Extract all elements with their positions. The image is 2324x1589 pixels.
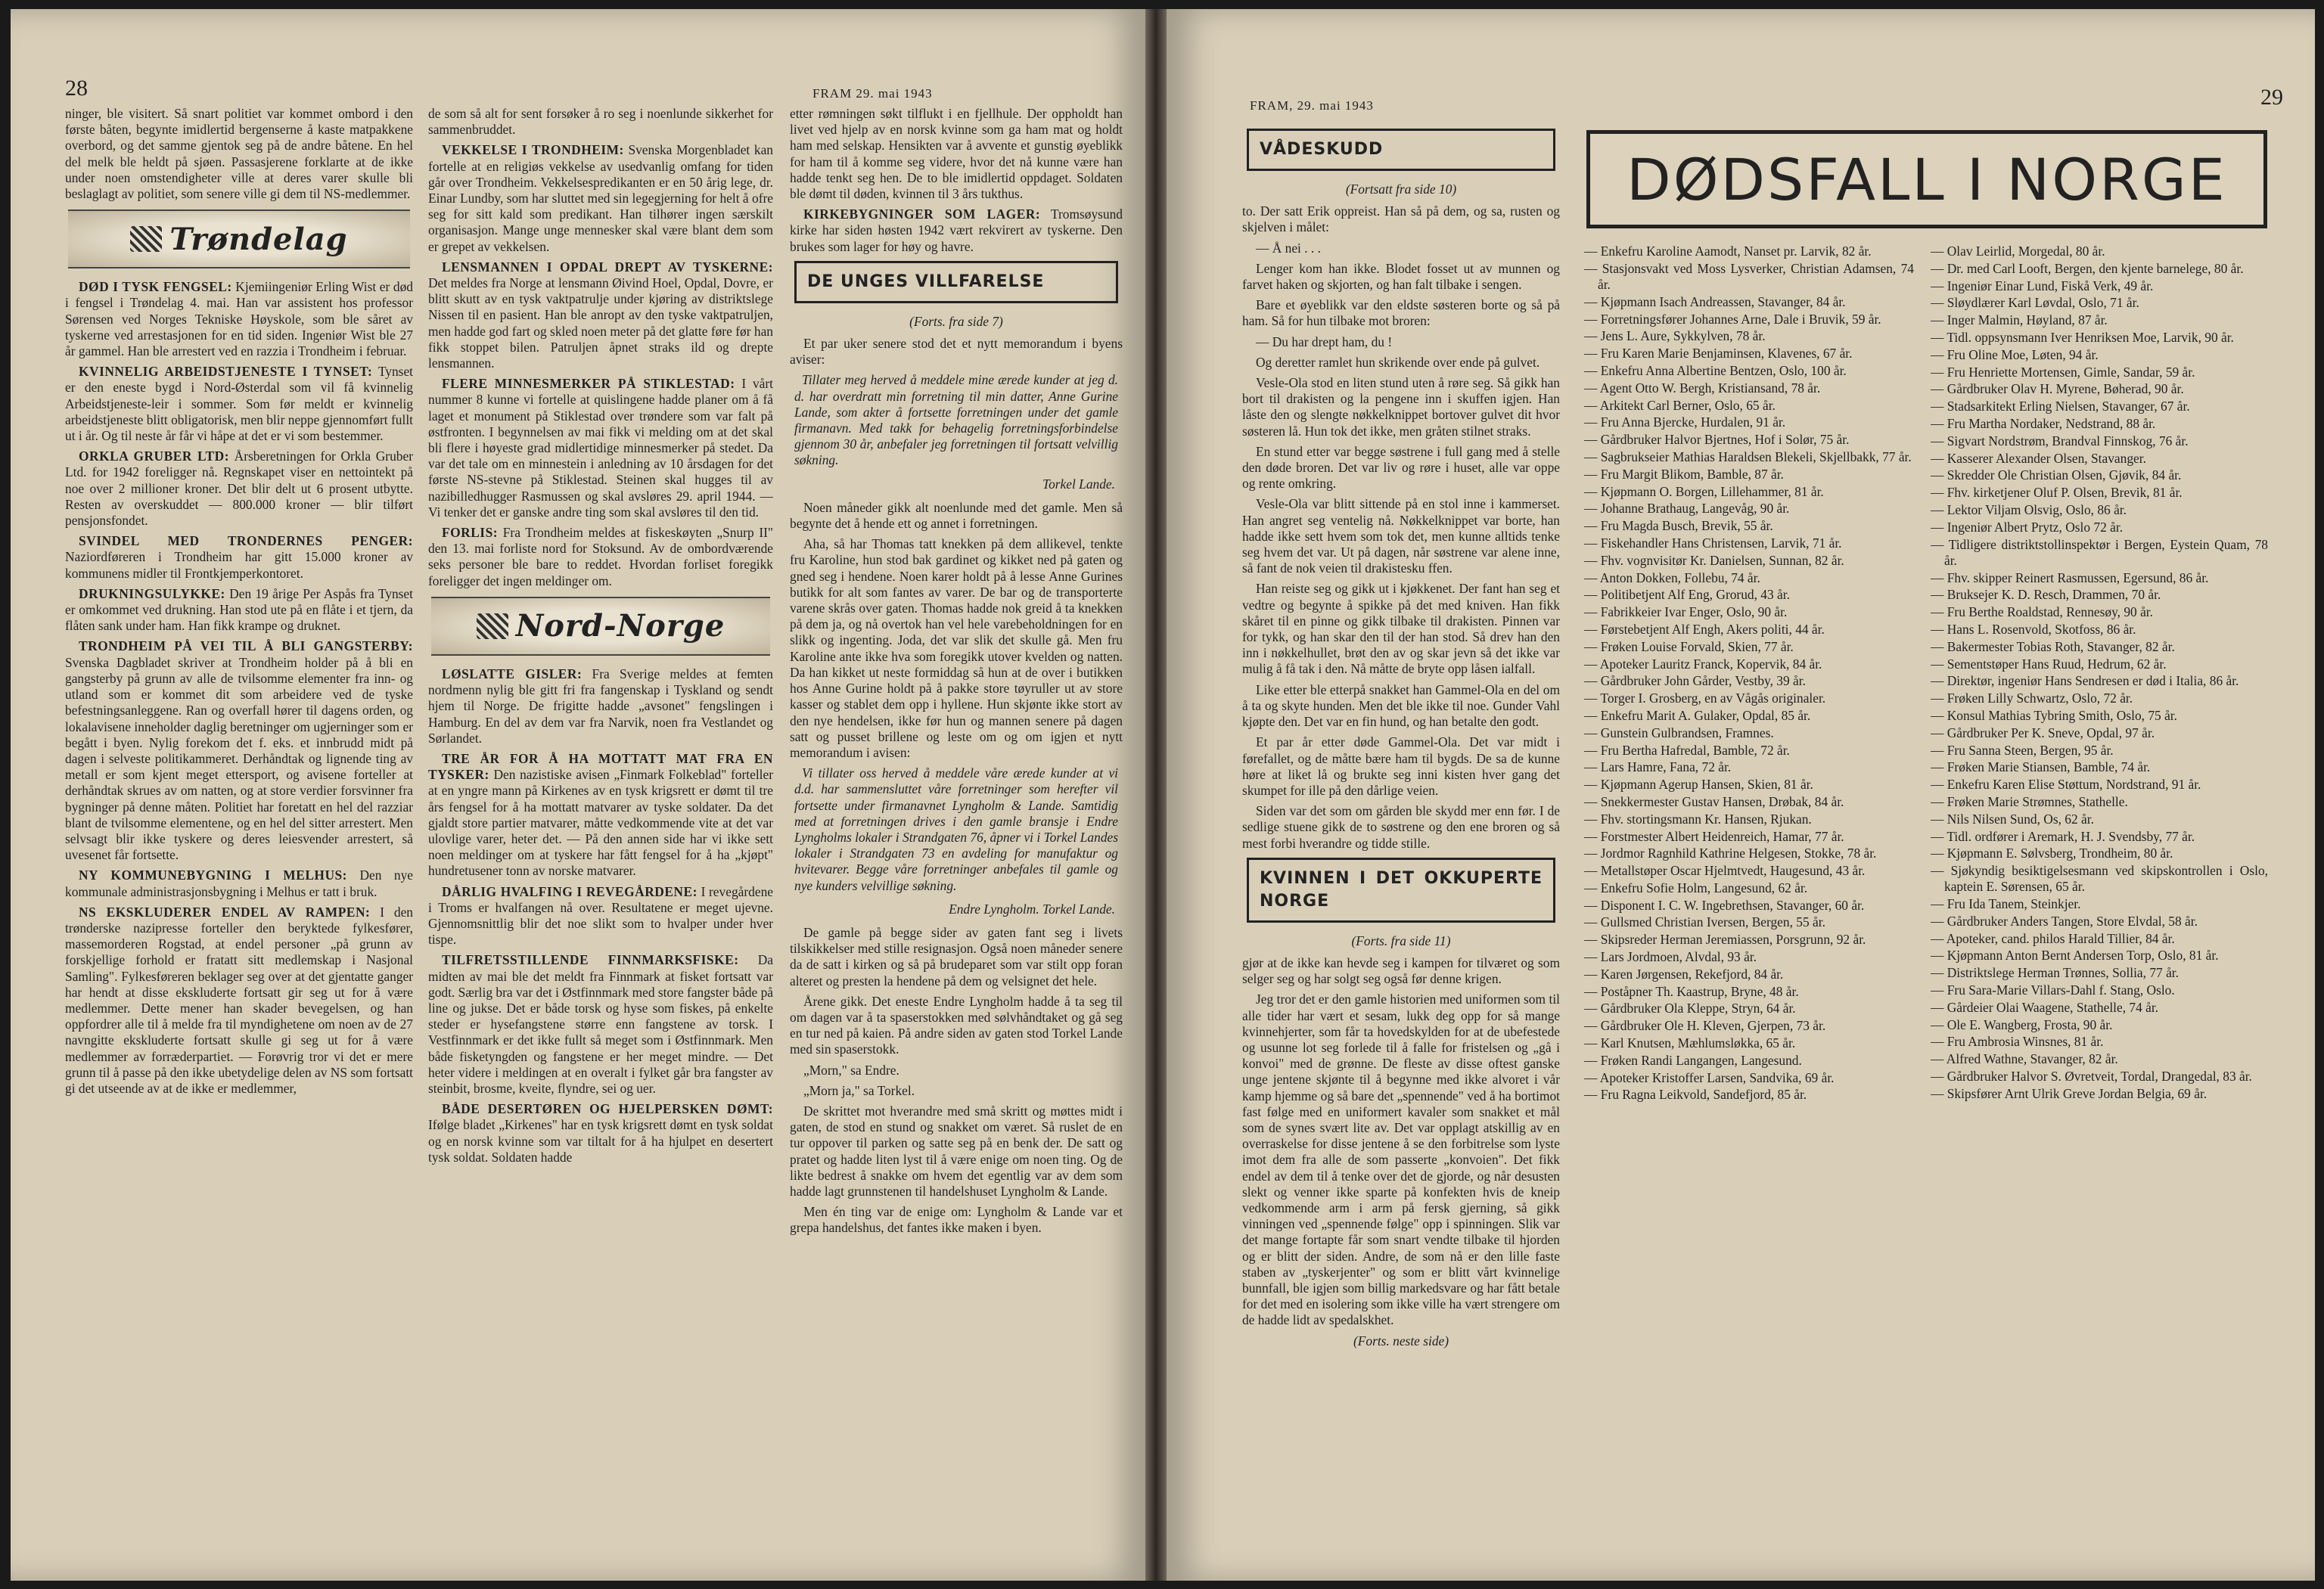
obituary-entry: — Bruksejer K. D. Resch, Drammen, 70 år.	[1931, 587, 2161, 603]
article-heading: LENSMANNEN I OPDAL DREPT AV TYSKERNE:	[442, 259, 773, 275]
obituary-entry: — Gunstein Gulbrandsen, Framnes.	[1584, 725, 1774, 740]
page-number-left: 28	[65, 76, 88, 101]
article-text: Den 19 årige Per Aspås fra Tynset er omkommet ved drukning. Han stod ute på en flåte i et tjern, da flåten sank under ham. Han fikk krampe og druknet.	[65, 585, 413, 634]
obituary-entry: — Fru Martha Nordaker, Nedstrand, 88 år.	[1931, 415, 2156, 431]
article-text: de som så alt for sent forsøker å ro seg i noenlunde sikkerhet for sammenbruddet.	[428, 106, 773, 138]
article-text: Tromsøysund kirke har siden høsten 1942 vært rekvirert av tyskerne. Den brukes som lager for høy og havre.	[790, 206, 1123, 254]
story-text: Like etter ble etterpå snakket han Gammel-Ola en del om å ta og skyte hunden. Men det ble ikke til noe. Gunder Vahl kjøpte den. Det var en fin hund, og han betalte den godt.	[1242, 681, 1560, 730]
obituary-entry: — Politibetjent Alf Eng, Grorud, 43 år.	[1584, 587, 1790, 603]
article-text: Det meldes fra Norge at lensmann Øivind Hoel, Opdal, Dovre, er blitt skutt av en tysk vaktpatrulje under kjøring av distriktslege Nissen til en pasient. Han ble anropt av den tyske vaktpatruljen, men hadde god fart og skled noen meter på det glatte føre før han fikk stoppet bilen. Patruljen åpnet straks ild og drepte lensmannen.	[428, 275, 773, 371]
article-text: Svenska Dagbladet skriver at Trondheim holder på å bli en gangsterby på grunn av alle de tvilsomme elementer fra inn- og utland som er kommet dit som arbeidere ved de tyske befestningsanleggene. Ran og overfall hører til dagens orden, og lokalavisene inneholder daglig beretninger om ugjerninger som er begått i byen. Nylig forekom det f. eks. et innbrudd midt på dagen i selveste politikammeret. Derhåndtak og lignende ting av metall er som kjent meget ettersport, og avisene forteller at derhåndtak skrues av om natten, og at store verdier forsvinner fra bygninger på denne måten. Politiet har foretatt en hel del razziar blant de tvilsomme elementene, og en hel del sitter arrestert. Men selvsagt blir ikke tyskere og deres leiesvender arrestert, så uvesenet får fortsette.	[65, 654, 413, 863]
obituary-entry: — Skipsreder Herman Jeremiassen, Porsgrunn, 92 år.	[1584, 932, 1866, 948]
left-column-3	[790, 106, 1123, 1566]
obituary-entry: — Dr. med Carl Looft, Bergen, den kjente barnelege, 80 år.	[1931, 260, 2244, 276]
article-text: Kjemiingeniør Erling Wist er død i fengsel i Trøndelag 4. mai. Han var assistent hos professor Sørensen ved Norges Tekniske Høyskole, som ble såret av tyskerne ved arrestasjonen for en tid siden. Ingeniør Wist ble 27 år gammel. Han ble arrestert ved en razzia i Trondheim i februar.	[65, 279, 413, 359]
left-column-1	[65, 106, 413, 1566]
obituary-entry: — Forstmester Albert Heidenreich, Hamar, 77 år.	[1584, 828, 1844, 844]
obituaries-title: DØDSFALL I NORGE	[1626, 145, 2227, 213]
story-text: Årene gikk. Det eneste Endre Lyngholm hadde å ta seg til om dagen var å ta spaserstokken med sølvhåndtaket og gå seg en tur ned på kaien. På andre siden av gaten stod Torkel Lande med sin spaserstokk.	[790, 993, 1123, 1057]
obituary-entry: — Lars Hamre, Fana, 72 år.	[1584, 759, 1732, 775]
obituary-list	[1584, 244, 1914, 1103]
obituary-entry: — Apoteker Kristoffer Larsen, Sandvika, 69 år.	[1584, 1069, 1835, 1085]
right-column-1	[1242, 123, 1560, 1575]
obituary-entry: — Sløydlærer Karl Løvdal, Oslo, 71 år.	[1931, 295, 2139, 311]
obituary-entry: — Torger I. Grosberg, en av Vågås originaler.	[1584, 691, 1826, 706]
continued-note: (Forts. fra side 11)	[1351, 933, 1451, 948]
story-text: Aha, så har Thomas tatt knekken på dem allikevel, tenkte fru Karoline, hun stod bak gardinet og kikket ned på gaten og gned seg i hendene. Noen karer holdt på å lesse Anne Gurines butikk for alt som fantes av varer. De bar og de transporterte varene skrås over gaten. Thomas hadde nok greid å ta knekken på dem ja, og nå overtok han vel hele varebeholdningen for en slikk og ingenting. Joda, det var slik det skulle gå. Men fru Karoline ante ikke hva som foregikk utover kvelden og natten. Da han kikket ut neste formiddag så hun at de over i butikken hos Anne Gurine holdt på å pakke store tøyruller ut av store kasser og stablet dem opp i hyllene. Hun skjønte ikke stort av den nye hendelsen, ikke før hun og mannen senere på dagen satt og pusset brillene og leste om og om igjen et nytt memorandum i avisen:	[790, 536, 1123, 760]
obituary-entry: — Tidligere distriktstollinspektør i Bergen, Eystein Quam, 78 år.	[1931, 536, 2268, 568]
obituary-entry: — Tidl. ordfører i Aremark, H. J. Svendsby, 77 år.	[1931, 828, 2195, 844]
article-heading: FORLIS:	[442, 525, 499, 541]
article-text: Naziordføreren i Trondheim har gitt 15.000 kroner av kommunens midler til Frontkjemperkontoret.	[65, 549, 413, 581]
obituary-entry: — Anton Dokken, Follebu, 74 år.	[1584, 569, 1760, 585]
article-heading: NY KOMMUNEBYGNING I MELHUS:	[79, 867, 347, 883]
obituary-entry: — Gårdbruker Halvor S. Øvretveit, Tordal, Drangedal, 83 år.	[1931, 1069, 2252, 1085]
banner-decoration-icon	[477, 613, 508, 639]
story-title-box: KVINNEN I DET OKKUPERTE NORGE	[1247, 858, 1555, 923]
story-text: — Du har drept ham, du !	[1256, 334, 1393, 349]
obituaries-title-box	[1586, 130, 2267, 228]
article-heading: TRONDHEIM PÅ VEI TIL Å BLI GANGSTERBY:	[79, 638, 413, 654]
obituary-entry: — Hans L. Rosenvold, Skotfoss, 86 år.	[1931, 621, 2136, 637]
running-head-left: FRAM 29. mai 1943	[812, 86, 933, 101]
obituary-entry: — Jordmor Ragnhild Kathrine Helgesen, Stokke, 78 år.	[1584, 846, 1877, 861]
banner-decoration-icon	[130, 226, 162, 252]
obituary-entry: — Frøken Lilly Schwartz, Oslo, 72 år.	[1931, 691, 2133, 706]
obituary-entry: — Apoteker, cand. philos Harald Tillier, 84 år.	[1931, 930, 2175, 946]
obituary-entry: — Fru Margit Blikom, Bamble, 87 år.	[1584, 466, 1784, 482]
story-text: Men én ting var de enige om: Lyngholm & Lande var et grepa handelshus, det fantes ikke maken i byen.	[790, 1204, 1123, 1236]
obituary-entry: — Direktør, ingeniør Hans Sendresen er død i Italia, 86 år.	[1931, 673, 2239, 689]
obituary-entry: — Fru Magda Busch, Brevik, 55 år.	[1584, 518, 1773, 534]
article-text: Årsberetningen for Orkla Gruber Ltd. for 1942 foreligger nå. Regnskapet viser en nettointekt på noe over 2 millioner kroner. Det blir delt ut 6 prosent utbytte. Resten av overskuddet — 800.000 kroner — blir tilført pensjonsfondet.	[65, 448, 413, 529]
article-text: etter rømningen søkt tilflukt i en fjellhule. Der oppholdt han livet ved hjelp av en norsk kvinne som ga ham mat og holdt ham med selskap. Hensikten var å avvente et gunstig øyeblikk for ham til å komme seg videre, hvor det nå kunne være han hadde tenkt seg hen. De to ble imidlertid oppdaget. Soldaten ble dømt til døden, kvinnen til 3 års tukthus.	[790, 106, 1123, 202]
story-text: Bare et øyeblikk var den eldste søsteren borte og så på ham. Så for hun tilbake mot broren:	[1242, 297, 1560, 329]
article-heading: ORKLA GRUBER LTD:	[79, 448, 229, 464]
obituary-entry: — Fhv. vognvisitør Kr. Danielsen, Sunnan, 82 år.	[1584, 552, 1844, 568]
obituary-entry: — Ole E. Wangberg, Frosta, 90 år.	[1931, 1016, 2113, 1032]
left-page	[11, 9, 1145, 1581]
obituary-entry: — Frøken Louise Forvald, Skien, 77 år.	[1584, 638, 1794, 654]
obituary-entry: — Distriktslege Herman Trønnes, Sollia, 77 år.	[1931, 965, 2179, 981]
obituary-entry: — Gårdbruker Halvor Bjertnes, Hof i Solør, 75 år.	[1584, 432, 1850, 448]
story-text: „Morn ja," sa Torkel.	[803, 1082, 915, 1098]
story-text: Jeg tror det er den gamle historien med uniformen som til alle tider har vært et sesam, lukk deg opp for så mange kvinnehjerter, som får ta hovedskylden for at de ubefestede og usunne lot seg forlede til å falle for fristelsen og „gå i konvoi" med de grønne. De fleste av disse oftest ganske unge jentene skjønte til å begynne med ikke alvoret i vår kamp hjemme og så bare det „spennende" ved å ha bortimot fast følge med en uniformert kavaler som snakket et mål som de synes svært lite av. Det var opplagt atskillig av en overraskelse for disse jentene å se den forbitrelse som lyste imot dem fra alle de som passerte „konvoien". Det fikk endel av dem til å tenke over det de gjorde, og når desusten slekt og venner ikke sparte på konfekten hvis de kneip vedkommende arm i arm på fersk gjerning, så gikk vinningen ved „spennende følge" opp i spinningen. Slik var det mange fortapte får som snart vendte tilbake til hjorden og er blitt der siden. Andre, de som nå er den lille faste staben av „tyskerjenter" og som er blitt vårt kvinnelige bunnfall, ble igjen som billig markedsvare og har fått betale for det med en isolering som ikke ville ha vært strengere om de hadde lidt av spedalskhet.	[1242, 992, 1560, 1328]
article-heading: TILFRETSSTILLENDE FINNMARKSFISKE:	[442, 952, 739, 968]
page-number-right: 29	[2260, 85, 2283, 110]
story-text: — Å nei . . .	[1256, 240, 1321, 256]
article-text: I revegårdene i Troms er hvalfangen nå over. Resultatene er meget ujevne. Gjennomsnittlig blir det noe slikt som to hvalper under hver tispe.	[428, 883, 773, 948]
obituary-entry: — Fhv. kirketjener Oluf P. Olsen, Brevik, 81 år.	[1931, 485, 2183, 501]
obituary-entry: — Sjøkyndig besiktigelsesmann ved skipskontrollen i Oslo, kaptein E. Sørensen, 65 år.	[1931, 863, 2268, 895]
obituary-entry: — Forretningsfører Johannes Arne, Dale i Bruvik, 59 år.	[1584, 311, 1881, 327]
story-text: to. Der satt Erik oppreist. Han så på dem, og sa, rusten og skjelven i målet:	[1242, 203, 1560, 235]
obituary-entry: — Apoteker Lauritz Franck, Kopervik, 84 år.	[1584, 656, 1822, 672]
obituary-entry: — Johanne Brathaug, Langevåg, 90 år.	[1584, 501, 1790, 517]
story-text: Et par år etter døde Gammel-Ola. Det var midt i førefallet, og de måtte bære ham til bygds. De sa de kunne høre at liket lå og brukte seg inni kisten hver gang det skumpet for ille på den dårlige veien.	[1242, 734, 1560, 798]
obituary-entry: — Konsul Mathias Tybring Smith, Oslo, 75 år.	[1931, 707, 2177, 723]
obituary-entry: — Fhv. skipper Reinert Rasmussen, Egersund, 86 år.	[1931, 569, 2209, 585]
obituary-entry: — Gårdbruker Ola Kleppe, Stryn, 64 år.	[1584, 1001, 1796, 1016]
obituary-entry: — Kjøpmann Agerup Hansen, Skien, 81 år.	[1584, 777, 1813, 793]
article-text: I vårt nummer 8 kunne vi fortelle at quislingene hadde planer om å få laget et monument på Stiklestad over trøndere som var falt på østfronten. I begynnelsen av mai fikk vi melding om at det skal bli flere i høyeste grad midlertidige minnesmerker på stedet. Da var det tale om en minnestein i anledning av 10 årsdagen for det første NS-stevne på Stiklestad. Steinen skal hugges til av nazibilledhugger Rasmussen og skal avsløres 29. april 1944. — Vi tenker det er ganske andre ting som skal avsløres til den tid.	[428, 376, 773, 520]
memorandum-quote: Vi tillater oss herved å meddele våre ærede kunder at vi d.d. har sammensluttet våre forretninger som herefter vil fortsette under firmanavnet Lyngholm & Lande. Samtidig med at forretningen drives i den gamle bransje i Endre Lyngholms lokaler i Strandgaten 76, åpner vi i Torkel Landes lokaler i Strandgaten 73 en avdeling for manufaktur og hvitevarer. Begge våre forretninger anbefales til gamle og nye kunders velvillige søkning.	[794, 765, 1118, 893]
obituary-entry: — Fru Ida Tanem, Steinkjer.	[1931, 896, 2081, 912]
obituary-list	[1931, 244, 2268, 1102]
obituary-entry: — Gårdbruker John Gårder, Vestby, 39 år.	[1584, 673, 1806, 689]
obituary-entry: — Kjøpmann O. Borgen, Lillehammer, 81 år.	[1584, 483, 1824, 499]
story-text: Vesle-Ola var blitt sittende på en stol inne i kammerset. Han angret seg ventelig nå. Nøkkelknippet var borte, han hadde ikke sett hvem som tok det, men kunne alltids tenke seg hvem det var. Ut på dagen, når søstrene var alene inne, så fant de nok veien til drakistesku ffen.	[1242, 496, 1560, 576]
obituary-entry: — Jens L. Aure, Sykkylven, 78 år.	[1584, 328, 1766, 344]
obituary-entry: — Fru Ragna Leikvold, Sandefjord, 85 år.	[1584, 1087, 1807, 1103]
obituary-entry: — Fiskehandler Hans Christensen, Larvik, 71 år.	[1584, 535, 1842, 551]
article-heading: NS EKSKLUDERER ENDEL AV RAMPEN:	[79, 904, 371, 920]
story-text: Vesle-Ola stod en liten stund uten å røre seg. Så gikk han bort til drakisten og la pengene inn i skuffen igjen. Han låste den og slengte nøkkelknippet bortover gulvet dit hvor søsteren lå. Hun tok det ikke, men gråten stilnet straks.	[1242, 375, 1560, 439]
article-text: Ifølge bladet „Kirkenes" har en tysk krigsrett dømt en tysk soldat og en norsk kvinne som var tiltalt for å ha hjulpet en desertert tysk soldat. Soldaten hadde	[428, 1117, 773, 1165]
article-heading: KVINNELIG ARBEIDSTJENESTE I TYNSET:	[79, 364, 373, 380]
continued-note: (Fortsatt fra side 10)	[1345, 182, 1457, 197]
obituary-entry: — Kjøpmann Anton Bernt Andersen Torp, Oslo, 81 år.	[1931, 948, 2219, 964]
obituary-entry: — Enkefru Karoline Aamodt, Nanset pr. Larvik, 82 år.	[1584, 244, 1872, 259]
article-text: Da midten av mai ble det meldt fra Finnmark at fisket fortsatt var godt. Særlig bra var det i Østfinnmark med store fangster både på line og jukse. Det er både torsk og hyse som fiskes, på enkelte steder er hysefangstene større enn fangstene av torsk. I Vestfinnmark er det ikke fullt så meget som i Østfinnmark. Men både fisketyngden og fangstene er her meget mindre. — Det heter videre i meldingen at en overalt i fylket går bra fangster av steinbit, brosme, kveite, flyndre, sei og uer.	[428, 952, 773, 1096]
obituary-entry: — Metallstøper Oscar Hjelmtvedt, Haugesund, 43 år.	[1584, 863, 1866, 879]
story-text: Noen måneder gikk alt noenlunde med det gamle. Men så begynte det å hende ett og annet i forretningen.	[790, 499, 1123, 532]
obituary-entry: — Gårdeier Olai Waagene, Stathelle, 74 år.	[1931, 999, 2159, 1015]
obituary-entry: — Fru Berthe Roaldstad, Rennesøy, 90 år.	[1931, 604, 2153, 620]
story-text: En stund etter var begge søstrene i full gang med å stelle den døde broren. Det var liv og røre i huset, alle var oppe og rente omkring.	[1242, 443, 1560, 492]
obituary-entry: — Alfred Wathne, Stavanger, 82 år.	[1931, 1051, 2118, 1067]
memorandum-quote: Tillater meg herved å meddele mine ærede kunder at jeg d. d. har overdratt min forretning til min datter, Anne Gurine Lande, som akter å fortsette forretningen under det gamle firmanavn. Med takk for behagelig forretningsforbindelse gjennom 30 år, anbefaler jeg forretningen til fortsatt velvillig søkning.	[794, 372, 1118, 468]
continued-note: (Forts. neste side)	[1353, 1333, 1449, 1348]
obituary-entry: — Gullsmed Christian Iversen, Bergen, 55 år.	[1584, 914, 1825, 930]
obituary-entry: — Stasjonsvakt ved Moss Lysverker, Christian Adamsen, 74 år.	[1584, 260, 1914, 292]
obituary-entry: — Fru Sara-Marie Villars-Dahl f. Stang, Oslo.	[1931, 982, 2175, 998]
obituary-entry: — Gårdbruker Anders Tangen, Store Elvdal, 58 år.	[1931, 913, 2198, 929]
article-text: ninger, ble visitert. Så snart politiet var kommet ombord i den første båten, begynte imidlertid bergenserne å kaste matpakkene overbord, og det samme gjentok seg på de andre båtene. En hel del melk ble heldt på sjøen. Passasjerene forklarte at de ikke under noen omstendigheter ville at deres varer skulle bli beslaglagt av politiet, som senere ville gi dem til NS-medlemmer.	[65, 106, 413, 202]
running-head-right: FRAM, 29. mai 1943	[1250, 98, 1374, 113]
story-text: gjør at de ikke kan hevde seg i kampen for tilværet og som selger seg og har solgt seg også før denne krigen.	[1242, 954, 1560, 987]
obituary-entry: — Gårdbruker Per K. Sneve, Opdal, 97 år.	[1931, 725, 2155, 740]
story-title-box: VÅDESKUDD	[1247, 129, 1555, 171]
article-text: Fra Sverige meldes at femten nordmenn nylig ble gitt fri fra fangenskap i Tyskland og sendt hjem til Norge. De frigitte hadde „avsonet" fengslingen i Hamburg. En del av dem var fra Narvik, noen fra Vestlandet og Sørlandet.	[428, 666, 773, 746]
obituary-entry: — Enkefru Karen Elise Støttum, Nordstrand, 91 år.	[1931, 777, 2201, 793]
signature: Endre Lyngholm. Torkel Lande.	[949, 901, 1115, 917]
obituary-entry: — Fru Sanna Steen, Bergen, 95 år.	[1931, 742, 2114, 758]
obituary-entry: — Fru Oline Moe, Løten, 94 år.	[1931, 346, 2099, 362]
obituary-entry: — Fru Ambrosia Winsnes, 81 år.	[1931, 1034, 2104, 1050]
article-heading: SVINDEL MED TRONDERNES PENGER:	[79, 533, 413, 549]
section-banner-trondelag: Trøndelag	[68, 209, 410, 268]
section-banner-nord-norge: Nord-Norge	[431, 597, 770, 656]
obituary-entry: — Lektor Viljam Olsvig, Oslo, 86 år.	[1931, 501, 2127, 517]
obituary-entry: — Enkefru Anna Albertine Bentzen, Oslo, 100 år.	[1584, 362, 1847, 378]
obituary-entry: — Karl Knutsen, Mæhlumsløkka, 65 år.	[1584, 1035, 1796, 1051]
story-text: Siden var det som om gården ble skydd mer enn før. I de sedlige stuene gikk de to søstrene og den ene broren og så mest forbi hverandre og tidde stille.	[1242, 803, 1560, 851]
obituary-entry: — Kjøpmann Isach Andreassen, Stavanger, 84 år.	[1584, 293, 1846, 309]
obituary-entry: — Fru Bertha Hafredal, Bamble, 72 år.	[1584, 742, 1790, 758]
obituary-entry: — Sigvart Nordstrøm, Brandval Finnskog, 76 år.	[1931, 433, 2189, 448]
article-heading: BÅDE DESERTØREN OG HJELPERSKEN DØMT:	[442, 1101, 773, 1117]
article-text: Fra Trondheim meldes at fiskeskøyten „Snurp II" den 13. mai forliste nord for Stoksund. Av de ombordværende seks personer ble bare to reddet. Hvordan forliset foregikk foreligger det ingen meldinger om.	[428, 525, 773, 588]
article-text: Den nazistiske avisen „Finmark Folkeblad" forteller at en yngre mann på Kirkenes av en tysk krigsrett er dømt til tre års fengsel for å ha mottatt matvarer av tyske soldater. Da det gjaldt store partier matvarer, måtte vedkommende vite at det var ulovlige varer, heter det. — På den annen side har vi ikke sett noen meldinger om at tyskere har fått fengsel for å ha „kjøpt" hundretusener tonn av norske matvarer.	[428, 767, 773, 879]
obituary-entry: — Fru Anna Bjercke, Hurdalen, 91 år.	[1584, 414, 1786, 430]
article-heading: DØD I TYSK FENGSEL:	[79, 279, 232, 295]
obituary-entry: — Sagbrukseier Mathias Haraldsen Blekeli, Skjellbakk, 77 år.	[1584, 448, 1912, 464]
obituary-entry: — Kasserer Alexander Olsen, Stavanger.	[1931, 450, 2146, 466]
obituary-entry: — Sementstøper Hans Ruud, Hedrum, 62 år.	[1931, 656, 2167, 672]
obituaries-column-2	[1931, 244, 2268, 1575]
story-text: De skrittet mot hverandre med små skritt og møttes midt i gaten, de stod en stund og snakket om været. Så ruslet de en tur oppover til parken og satte seg på en benk der. De satt og pratet og hadde liten lyst til å være enige om noen ting. Og de likte bedrest å snakke om hvem det egentlig var av dem som hadde lagt grunnstenen til handelshuset Lyngholm & Lande.	[790, 1103, 1123, 1199]
obituary-entry: — Fabrikkeier Ivar Enger, Oslo, 90 år.	[1584, 604, 1788, 620]
obituary-entry: — Enkefru Marit A. Gulaker, Opdal, 85 år.	[1584, 707, 1811, 723]
story-text: Og deretter ramlet hun skrikende over ende på gulvet.	[1256, 354, 1540, 370]
page-gutter	[1145, 9, 1167, 1581]
left-column-2	[428, 106, 773, 1566]
obituary-entry: — Karen Jørgensen, Rekefjord, 84 år.	[1584, 966, 1784, 982]
obituary-entry: — Stadsarkitekt Erling Nielsen, Stavanger, 67 år.	[1931, 399, 2190, 414]
signature: Torkel Lande.	[1042, 476, 1115, 492]
right-page	[1167, 9, 2315, 1581]
obituary-entry: — Snekkermester Gustav Hansen, Drøbak, 84 år.	[1584, 793, 1844, 809]
article-text: Tynset er den eneste bygd i Nord-Østerdal som vil få kvinnelig Arbeidstjeneste-leir i sommer. Som før meldt er kvinnelig arbeidstjeneste blitt obligatorisk, men blir neppe gjennomført fullt ut i år. Og til neste år får vi håpe at det er vi som bestemmer.	[65, 364, 413, 444]
story-text: Han reiste seg og gikk ut i kjøkkenet. Der fant han seg et vedtre og begynte å spikke på det med kniven. Han fikk skåret til en pinne og gikk tilbake til drakisten. Pinnen var for tykk, og han skar den til der han stod. Så drev han den inn i nøkkelhullet, brøt den av og skar jevn så det ikke var mulig å få tak i den. Nå måtte de bryte opp låsen ialfall.	[1242, 581, 1560, 677]
obituary-entry: — Gårdbruker Olav H. Myrene, Bøherad, 90 år.	[1931, 381, 2184, 397]
obituary-entry: — Enkefru Sofie Holm, Langesund, 62 år.	[1584, 880, 1808, 895]
obituary-entry: — Fru Henriette Mortensen, Gimle, Sandar, 59 år.	[1931, 364, 2195, 380]
obituary-entry: — Førstebetjent Alf Engh, Akers politi, 44 år.	[1584, 621, 1825, 637]
obituary-entry: — Agent Otto W. Bergh, Kristiansand, 78 år.	[1584, 380, 1821, 396]
obituary-entry: — Arkitekt Carl Berner, Oslo, 65 år.	[1584, 397, 1776, 413]
obituary-entry: — Inger Malmin, Høyland, 87 år.	[1931, 312, 2108, 328]
article-text: I den trønderske nazipresse forteller den beryktede fylkesfører, massemorderen Rogstad, at endel personer „på grunn av forskjellige forhold er fratatt sitt medlemskap i Nasjonal Samling". Fylkesføreren beklager seg over at det gjentatte ganger har hendt at disse ekskluderte fortsatt gir seg ut for å være medlemmer. Dette mener han skader bevegelsen, og han oppfordrer alle til å melde fra til myndighetene om noen av de 27 navngitte ekskluderte fortsatt skulle gi seg ut for å være medlemmer av forræderpartiet. — Forøvrig tror vi det er mere grunn til å passe på den ikke ubetydelige delen av NS som fortsatt gi det utseende av at de ikke er medlemmer,	[65, 904, 413, 1096]
article-text: Svenska Morgenbladet kan fortelle at en religiøs vekkelse av usedvanlig omfang for tiden går over Trondheim. Vekkelsespredikanten er en 50 årig lege, dr. Einar Lundby, som har sluttet med sin legegjerning for helt å ofre seg for sitt kald som predikant. Han tilhører ingen særskilt organisasjon. Mange unge mennesker skal være blant dem som er grepet av vekkelsen.	[428, 142, 773, 254]
obituary-entry: — Olav Leirlid, Morgedal, 80 år.	[1931, 244, 2105, 259]
continued-note: (Forts. fra side 7)	[909, 313, 1003, 329]
obituary-entry: — Skipsfører Arnt Ulrik Greve Jordan Belgia, 69 år.	[1931, 1085, 2207, 1101]
obituary-entry: — Ingeniør Albert Prytz, Oslo 72 år.	[1931, 519, 2124, 535]
obituary-entry: — Lars Jordmoen, Alvdal, 93 år.	[1584, 949, 1757, 965]
obituary-entry: — Frøken Marie Strømnes, Stathelle.	[1931, 793, 2128, 809]
article-heading: DRUKNINGSULYKKE:	[79, 585, 225, 601]
article-heading: DÅRLIG HVALFING I REVEGÅRDENE:	[442, 883, 698, 899]
article-heading: VEKKELSE I TRONDHEIM:	[442, 142, 624, 158]
obituary-entry: — Poståpner Th. Kaastrup, Bryne, 48 år.	[1584, 983, 1799, 999]
article-heading: KIRKEBYGNINGER SOM LAGER:	[803, 206, 1041, 222]
obituary-entry: — Gårdbruker Ole H. Kleven, Gjerpen, 73 år.	[1584, 1018, 1826, 1034]
article-text: Den nye kommunale administrasjonsbygning i Melhus er tatt i bruk.	[65, 867, 413, 899]
obituary-entry: — Frøken Marie Stiansen, Bamble, 74 år.	[1931, 759, 2151, 775]
story-title-box: DE UNGES VILLFARELSE	[794, 261, 1118, 303]
article-heading: TRE ÅR FOR Å HA MOTTATT MAT FRA EN TYSKER:	[428, 750, 773, 783]
story-text: Lenger kom han ikke. Blodet fosset ut av munnen og farvet haken og skjorten, og han falt tilbake i sengen.	[1242, 260, 1560, 293]
obituary-entry: — Fhv. stortingsmann Kr. Hansen, Rjukan.	[1584, 811, 1812, 827]
obituary-entry: — Frøken Randi Langangen, Langesund.	[1584, 1052, 1802, 1068]
obituary-entry: — Bakermester Tobias Roth, Stavanger, 82 år.	[1931, 638, 2175, 654]
obituary-entry: — Tidl. oppsynsmann Iver Henriksen Moe, Larvik, 90 år.	[1931, 329, 2234, 345]
obituary-entry: — Skredder Ole Christian Olsen, Gjøvik, 84 år.	[1931, 467, 2182, 483]
obituary-entry: — Ingeniør Einar Lund, Fiskå Verk, 49 år.	[1931, 278, 2154, 293]
article-heading: FLERE MINNESMERKER PÅ STIKLESTAD:	[442, 376, 735, 392]
obituary-entry: — Disponent I. C. W. Ingebrethsen, Stavanger, 60 år.	[1584, 897, 1865, 913]
story-text: Et par uker senere stod det et nytt memorandum i byens aviser:	[790, 336, 1123, 368]
obituary-entry: — Kjøpmann E. Sølvsberg, Trondheim, 80 år.	[1931, 846, 2173, 861]
obituary-entry: — Fru Karen Marie Benjaminsen, Klavenes, 67 år.	[1584, 346, 1853, 362]
obituary-entry: — Nils Nilsen Sund, Os, 62 år.	[1931, 811, 2094, 827]
story-text: De gamle på begge sider av gaten fant seg i livets tilskikkelser med stille resignasjon. Også noen måneder senere da de satt i kirken og så på brudeparet som var stilt opp foran alteret og presten la hendene på dem og velsignet det hele.	[790, 924, 1123, 988]
article-heading: LØSLATTE GISLER:	[442, 666, 583, 681]
story-text: „Morn," sa Endre.	[803, 1062, 899, 1078]
obituaries-column-1	[1584, 244, 1914, 1575]
